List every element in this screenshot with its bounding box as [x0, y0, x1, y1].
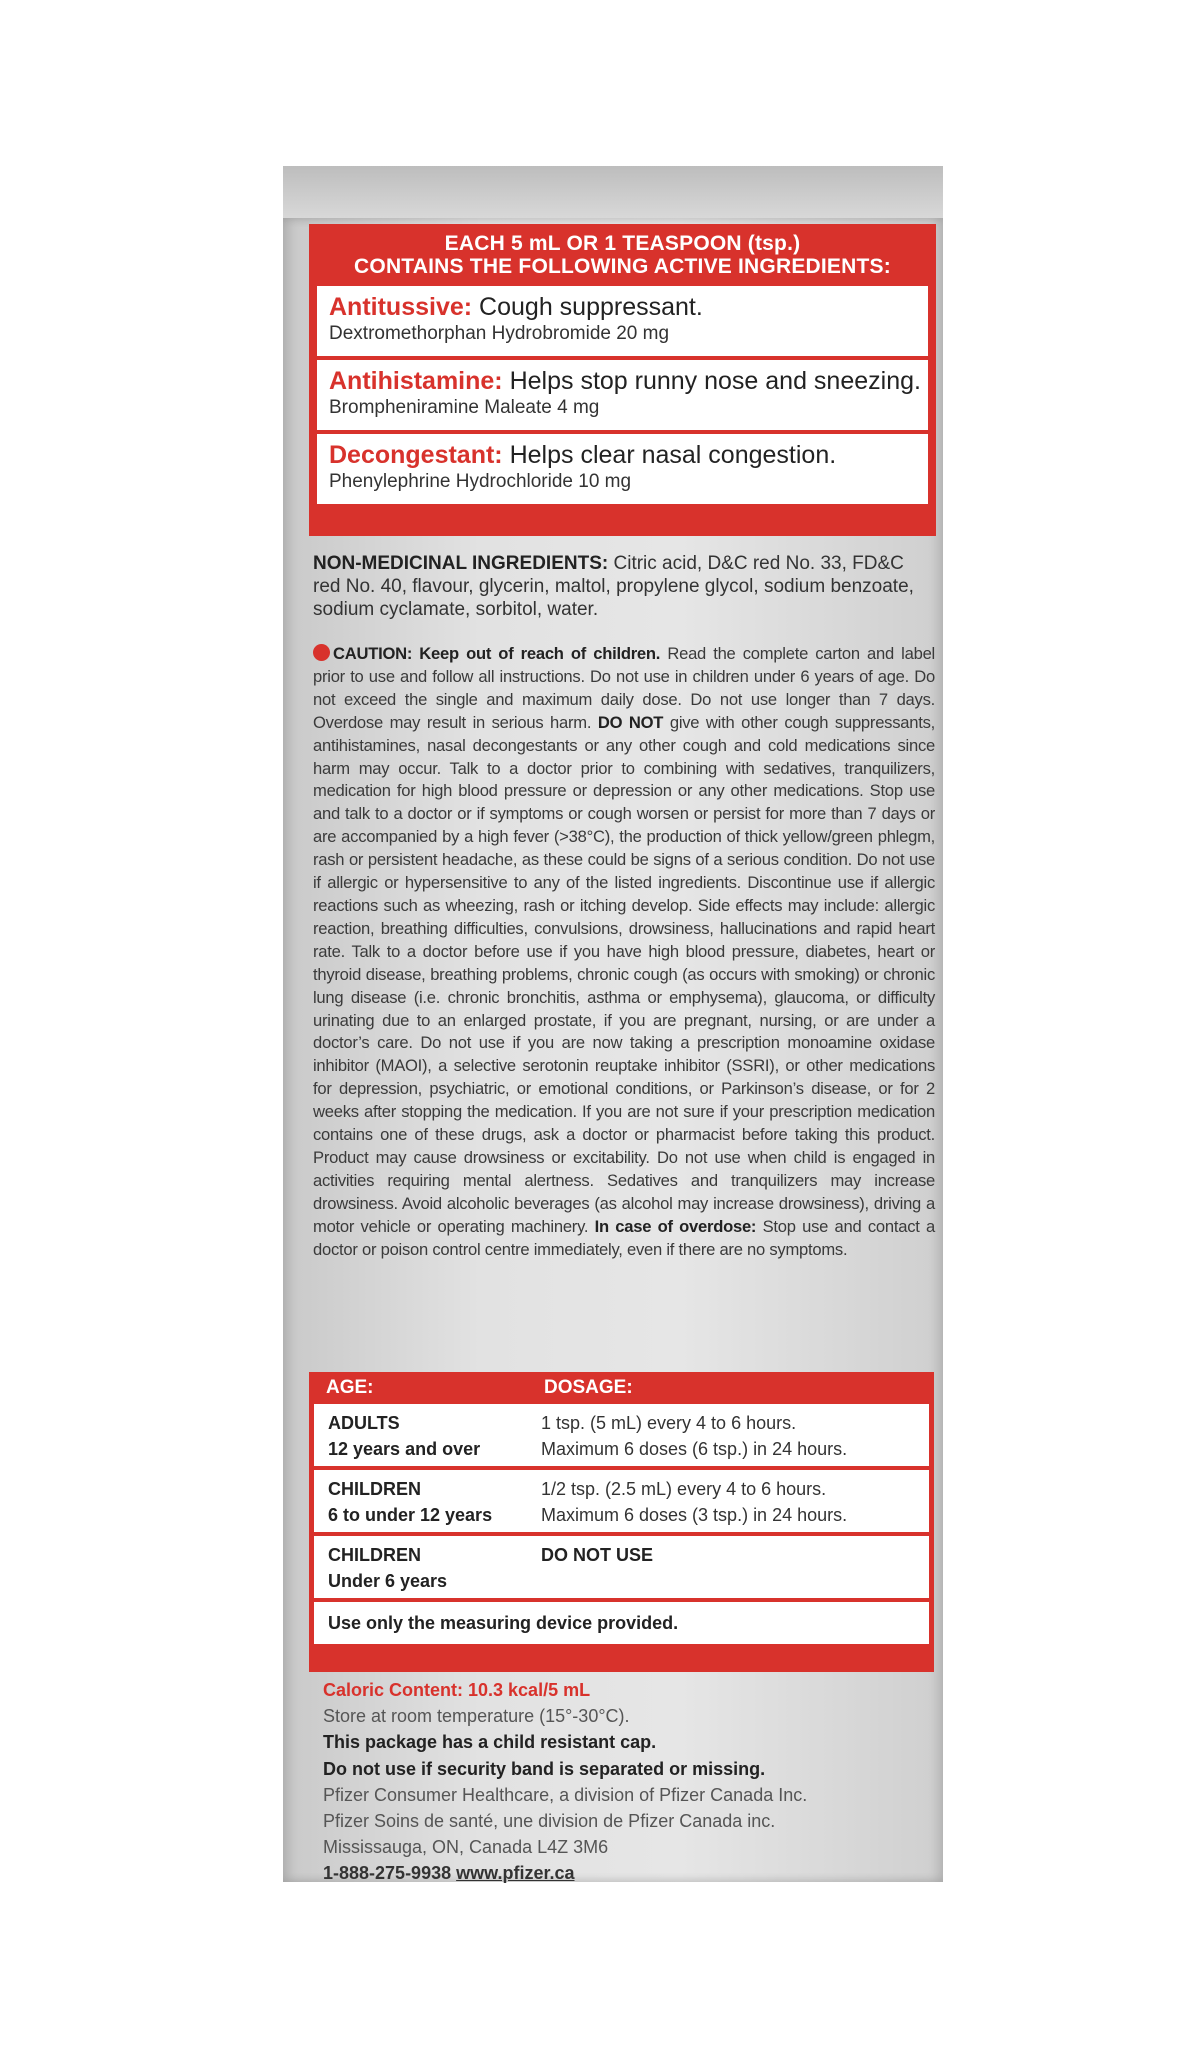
dose-maximum: Maximum 6 doses (6 tsp.) in 24 hours.	[541, 1439, 848, 1459]
age-range: Under 6 years	[328, 1571, 448, 1591]
child-cap-text: This package has a child resistant cap.	[323, 1732, 657, 1753]
dosage-footer: Use only the measuring device provided.	[314, 1602, 929, 1644]
active-ingredients-box	[309, 224, 936, 536]
dose-maximum: Maximum 6 doses (3 tsp.) in 24 hours.	[541, 1505, 848, 1525]
label-footer	[323, 1677, 923, 1887]
website-link[interactable]: www.pfizer.ca	[456, 1863, 575, 1884]
caloric-content: Caloric Content: 10.3 kcal/5 mL	[323, 1680, 591, 1700]
ingredient-detail: Brompheniramine Maleate 4 mg	[329, 397, 600, 418]
ingredient-purpose: Helps clear nasal congestion.	[509, 441, 837, 469]
table-row	[314, 1404, 929, 1466]
security-band-text: Do not use if security band is separated or missing.	[323, 1758, 766, 1779]
age-range: 12 years and over	[328, 1439, 481, 1459]
caution-text-2: give with other cough suppressants, antihistamines, nasal decongestants or any other cough and cold medications since harm may occur. Talk to a doctor prior to combining with sedatives, tranquilizers, medication for high blood pressure or depression or any other medications. Stop use and talk to a doctor or if symptoms or cough worsen or persist for more than 7 days or are accompanied by a high fever (>38°C), the production of thick yellow/green phlegm, rash or persistent headache, as these could be signs of a serious condition. Do not use if allergic or hypersensitive to any of the listed ingredients. Discontinue use if allergic reactions such as wheezing, rash or itching develop. Side effects may include: allergic reaction, breathing difficulties, convulsions, drowsiness, hallucinations and rapid heart rate. Talk to a doctor before use if you have high blood pressure, diabetes, heart or thyroid disease, breathing problems, chronic cough (as occurs with smoking) or chronic lung disease (i.e. chronic bronchitis, asthma or emphysema), glaucoma, or difficulty urinating due to an enlarged prostate, if you are pregnant, nursing, or are under a doctor’s care. Do not use if you are now taking a prescription monoamine oxidase inhibitor (MAOI), a selective serotonin reuptake inhibitor (SSRI), or other medications for depression, psychiatric, or emotional conditions, or Parkinson’s disease, or for 2 weeks after stopping the medication. If you are not sure if your prescription medication contains one of these drugs, ask a doctor or pharmacist before taking this product. Product may cause drowsiness or excitability. Do not use when child is engaged in activities requiring mental alertness. Sedatives and tranquilizers may increase drowsiness. Avoid alcoholic beverages (as alcohol may increase drowsiness), driving a motor vehicle or operating machinery.	[313, 712, 935, 1236]
age-group: ADULTS	[328, 1413, 400, 1433]
dose-amount: 1 tsp. (5 mL) every 4 to 6 hours.	[541, 1413, 797, 1433]
dosage-header	[314, 1372, 929, 1404]
company-french: Pfizer Soins de santé, une division de Pfizer Canada inc.	[323, 1811, 776, 1832]
table-row	[314, 1470, 929, 1532]
dosage-column-header: DOSAGE:	[544, 1377, 633, 1398]
non-medicinal-text: Citric acid, D&C red No. 33, FD&C red No. 40, flavour, glycerin, maltol, propylene glycol, sodium benzoate, sodium cyclamate, sorbitol, water.	[313, 553, 914, 620]
age-group: CHILDREN	[328, 1479, 421, 1499]
header-line-1: EACH 5 mL OR 1 TEASPOON (tsp.)	[444, 232, 801, 255]
age-group: CHILDREN	[328, 1545, 421, 1565]
ingredient-name: Decongestant:	[329, 441, 503, 469]
carton-top-flap	[283, 166, 943, 218]
active-ingredients-header	[317, 232, 928, 278]
ingredient-antihistamine	[317, 360, 928, 430]
caution-text-3: Stop use and contact a doctor or poison control centre immediately, even if there are no symptoms.	[313, 1216, 935, 1259]
company-address: Mississauga, ON, Canada L4Z 3M6	[323, 1837, 609, 1858]
ingredient-purpose: Helps stop runny nose and sneezing.	[509, 367, 921, 395]
do-not-label: DO NOT	[597, 712, 664, 732]
ingredient-decongestant	[317, 434, 928, 504]
non-medicinal-ingredients	[313, 552, 933, 621]
ingredient-name: Antitussive:	[329, 293, 473, 321]
dosage-table	[309, 1372, 934, 1672]
ingredient-antitussive	[317, 286, 928, 356]
header-line-2: CONTAINS THE FOLLOWING ACTIVE INGREDIENTS:	[354, 255, 891, 278]
caution-label: CAUTION: Keep out of reach of children.	[333, 644, 661, 663]
ingredient-detail: Dextromethorphan Hydrobromide 20 mg	[329, 323, 670, 344]
dose-amount: DO NOT USE	[541, 1545, 654, 1565]
ingredient-purpose: Cough suppressant.	[479, 293, 703, 321]
non-medicinal-label: NON-MEDICINAL INGREDIENTS:	[313, 553, 609, 574]
age-column-header: AGE:	[326, 1377, 374, 1398]
ingredient-detail: Phenylephrine Hydrochloride 10 mg	[329, 471, 632, 492]
dose-amount: 1/2 tsp. (2.5 mL) every 4 to 6 hours.	[541, 1479, 827, 1499]
age-range: 6 to under 12 years	[328, 1505, 493, 1525]
storage-text: Store at room temperature (15°-30°C).	[323, 1706, 630, 1727]
phone-number: 1-888-275-9938	[323, 1863, 452, 1884]
company-english: Pfizer Consumer Healthcare, a division of Pfizer Canada Inc.	[323, 1784, 808, 1805]
overdose-label: In case of overdose:	[594, 1216, 757, 1236]
caution-text-1: Read the complete carton and label prior to use and follow all instructions. Do not use in children under 6 years of age. Do not exceed the single and maximum daily dose. Do not use longer than 7 days. Overdose may result in serious harm.	[313, 644, 935, 732]
red-dot-icon	[313, 644, 330, 661]
ingredient-name: Antihistamine:	[329, 367, 503, 395]
caution-text	[313, 643, 935, 1261]
table-row	[314, 1536, 929, 1598]
